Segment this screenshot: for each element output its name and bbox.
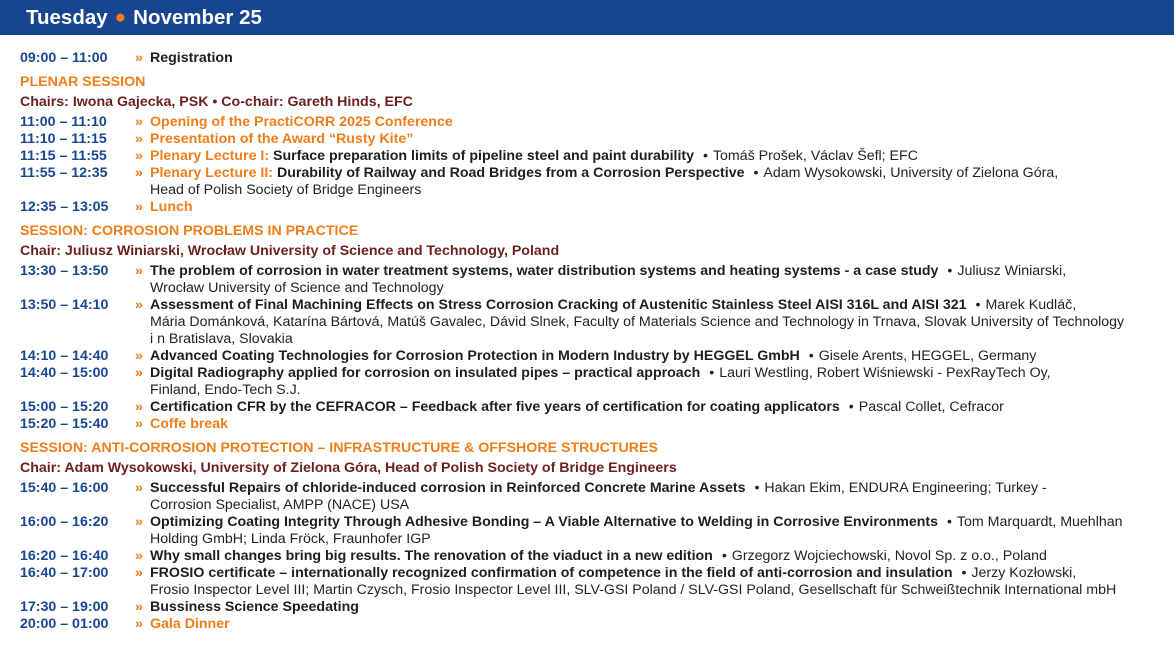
item-title: FROSIO certificate – internationally recognized confirmation of competence in the field of anti-corrosion and insulation	[150, 565, 953, 581]
item-title: The problem of corrosion in water treatment systems, water distribution systems and heating systems - a case study	[150, 263, 939, 279]
time-slot: 14:10 – 14:40	[20, 348, 109, 364]
schedule-row	[20, 165, 1174, 199]
bullet-icon: •	[721, 548, 727, 564]
item-authors: Grzegorz Wojciechowski, Novol Sp. z o.o., Poland	[731, 548, 1047, 564]
arrow-icon: »	[135, 399, 143, 415]
item-authors: Pascal Collet, Cefracor	[858, 399, 1004, 415]
bullet-icon: •	[753, 165, 759, 181]
time-slot: 15:00 – 15:20	[20, 399, 109, 415]
lecture-prefix: Plenary Lecture II:	[150, 165, 274, 181]
section-heading-practice: SESSION: CORROSION PROBLEMS IN PRACTICE	[20, 223, 359, 239]
item-authors: Lauri Westling, Robert Wiśniewski - PexRayTech Oy,	[719, 365, 1051, 381]
time-slot: 15:40 – 16:00	[20, 480, 109, 496]
schedule-row	[20, 114, 1174, 131]
date-label: November 25	[133, 6, 262, 29]
bullet-icon: •	[975, 297, 981, 313]
item-authors: Marek Kudláč,	[985, 297, 1077, 313]
item-authors: Jerzy Kozłowski,	[971, 565, 1077, 581]
arrow-icon: »	[135, 480, 143, 496]
item-authors-continued: Holding GmbH; Linda Fröck, Fraunhofer IGP	[150, 531, 431, 547]
section-chairs-anticorrosion: Chair: Adam Wysokowski, University of Zielona Góra, Head of Polish Society of Bridge Engineers	[20, 460, 677, 476]
item-authors-continued: Head of Polish Society of Bridge Engineers	[150, 182, 422, 198]
bullet-icon: •	[808, 348, 814, 364]
item-title: Bussiness Science Speedating	[150, 599, 359, 615]
bullet-icon: •	[709, 365, 715, 381]
time-slot: 14:40 – 15:00	[20, 365, 109, 381]
item-authors-continued: Corrosion Specialist, AMPP (NACE) USA	[150, 497, 410, 513]
time-slot: 15:20 – 15:40	[20, 416, 109, 432]
schedule-row	[20, 348, 1174, 365]
item-authors: Juliusz Winiarski,	[957, 263, 1067, 279]
section-heading-anticorrosion: SESSION: ANTI-CORROSION PROTECTION – INFRASTRUCTURE & OFFSHORE STRUCTURES	[20, 440, 658, 456]
time-slot: 11:10 – 11:15	[20, 131, 107, 147]
section-chairs-plenar: Chairs: Iwona Gajecka, PSK • Co-chair: Gareth Hinds, EFC	[20, 94, 413, 110]
arrow-icon: »	[135, 365, 143, 381]
arrow-icon: »	[135, 514, 143, 530]
arrow-icon: »	[135, 616, 143, 632]
time-slot: 12:35 – 13:05	[20, 199, 109, 215]
bullet-dot-icon: ●	[114, 7, 127, 28]
day-name: Tuesday	[26, 6, 108, 29]
item-title: Digital Radiography applied for corrosion on insulated pipes – practical approach	[150, 365, 701, 381]
item-title: Coffe break	[150, 416, 229, 432]
bullet-icon: •	[961, 565, 967, 581]
item-title: Gala Dinner	[150, 616, 230, 632]
time-slot: 11:55 – 12:35	[20, 165, 108, 181]
arrow-icon: »	[135, 348, 143, 364]
time-slot: 09:00 – 11:00	[20, 50, 108, 66]
schedule-row	[20, 199, 1174, 216]
item-title: Lunch	[150, 199, 193, 215]
schedule-row	[20, 548, 1174, 565]
schedule-row	[20, 514, 1174, 548]
section-chairs-practice: Chair: Juliusz Winiarski, Wrocław University of Science and Technology, Poland	[20, 243, 560, 259]
item-authors-continued: Mária Dománková, Katarína Bártová, Matúš Gavalec, Dávid Slnek, Faculty of Materials Science and Technology in Trnava, Slovak University of Technology	[150, 314, 1125, 330]
schedule-row	[20, 416, 1174, 433]
arrow-icon: »	[135, 548, 143, 564]
item-authors: Hakan Ekim, ENDURA Engineering; Turkey -	[764, 480, 1047, 496]
time-slot: 17:30 – 19:00	[20, 599, 109, 615]
arrow-icon: »	[135, 416, 143, 432]
item-title: Assessment of Final Machining Effects on Stress Corrosion Cracking of Austenitic Stainless Steel AISI 316L and AISI 321	[150, 297, 967, 313]
time-slot: 13:50 – 14:10	[20, 297, 109, 313]
schedule-row	[20, 365, 1174, 399]
bullet-icon: •	[702, 148, 708, 164]
arrow-icon: »	[135, 114, 143, 130]
time-slot: 11:15 – 11:55	[20, 148, 107, 164]
item-title: Certification CFR by the CEFRACOR – Feedback after five years of certification for coating applicators	[150, 399, 840, 415]
arrow-icon: »	[135, 50, 143, 66]
schedule-row	[20, 599, 1174, 616]
time-slot: 16:20 – 16:40	[20, 548, 109, 564]
time-slot: 11:00 – 11:10	[20, 114, 107, 130]
time-slot: 13:30 – 13:50	[20, 263, 109, 279]
item-title: Durability of Railway and Road Bridges from a Corrosion Perspective	[276, 165, 745, 181]
item-authors-continued: Wrocław University of Science and Technology	[150, 280, 444, 296]
time-slot: 16:00 – 16:20	[20, 514, 109, 530]
schedule-row	[20, 297, 1174, 348]
schedule-row	[20, 148, 1174, 165]
time-slot: 20:00 – 01:00	[20, 616, 109, 632]
item-authors-continued: i n Bratislava, Slovakia	[150, 331, 293, 347]
section-heading-plenar: PLENAR SESSION	[20, 74, 146, 90]
arrow-icon: »	[135, 263, 143, 279]
item-title: Surface preparation limits of pipeline steel and paint durability	[273, 148, 695, 164]
item-title: Successful Repairs of chloride-induced corrosion in Reinforced Concrete Marine Assets	[150, 480, 746, 496]
arrow-icon: »	[135, 297, 143, 313]
schedule-row	[20, 616, 1174, 633]
item-authors: Tom Marquardt, Muehlhan	[956, 514, 1123, 530]
item-title: Why small changes bring big results. The renovation of the viaduct in a new edition	[150, 548, 713, 564]
bullet-icon: •	[946, 514, 952, 530]
bullet-icon: •	[754, 480, 760, 496]
arrow-icon: »	[135, 565, 143, 581]
schedule-row-registration	[20, 50, 1174, 67]
schedule-row	[20, 565, 1174, 599]
schedule-row	[20, 131, 1174, 148]
arrow-icon: »	[135, 148, 143, 164]
schedule-row	[20, 480, 1174, 514]
arrow-icon: »	[135, 599, 143, 615]
item-title: Optimizing Coating Integrity Through Adhesive Bonding – A Viable Alternative to Welding in Corrosive Environments	[150, 514, 938, 530]
lecture-prefix: Plenary Lecture I:	[150, 148, 270, 164]
arrow-icon: »	[135, 199, 143, 215]
item-authors: Gisele Arents, HEGGEL, Germany	[818, 348, 1037, 364]
item-title: Advanced Coating Technologies for Corrosion Protection in Modern Industry by HEGGEL GmbH	[150, 348, 800, 364]
arrow-icon: »	[135, 131, 143, 147]
bullet-icon: •	[848, 399, 854, 415]
day-header	[0, 0, 1174, 35]
arrow-icon: »	[135, 165, 143, 181]
item-authors-continued: Frosio Inspector Level III; Martin Czysch, Frosio Inspector Level III, SLV-GSI Poland / SLV-GSI Poland, Gesellschaft für Schweißtechnik International mbH	[150, 582, 1117, 598]
item-authors-continued: Finland, Endo-Tech S.J.	[150, 382, 301, 398]
item-authors: Tomáš Prošek, Václav Šefl; EFC	[712, 148, 918, 164]
schedule-row	[20, 399, 1174, 416]
schedule	[0, 35, 1174, 633]
item-authors: Adam Wysokowski, University of Zielona Góra,	[763, 165, 1059, 181]
time-slot: 16:40 – 17:00	[20, 565, 109, 581]
item-title: Registration	[150, 50, 233, 66]
bullet-icon: •	[947, 263, 953, 279]
item-title: Opening of the PractiCORR 2025 Conference	[150, 114, 453, 130]
item-title: Presentation of the Award “Rusty Kite”	[150, 131, 414, 147]
schedule-row	[20, 263, 1174, 297]
